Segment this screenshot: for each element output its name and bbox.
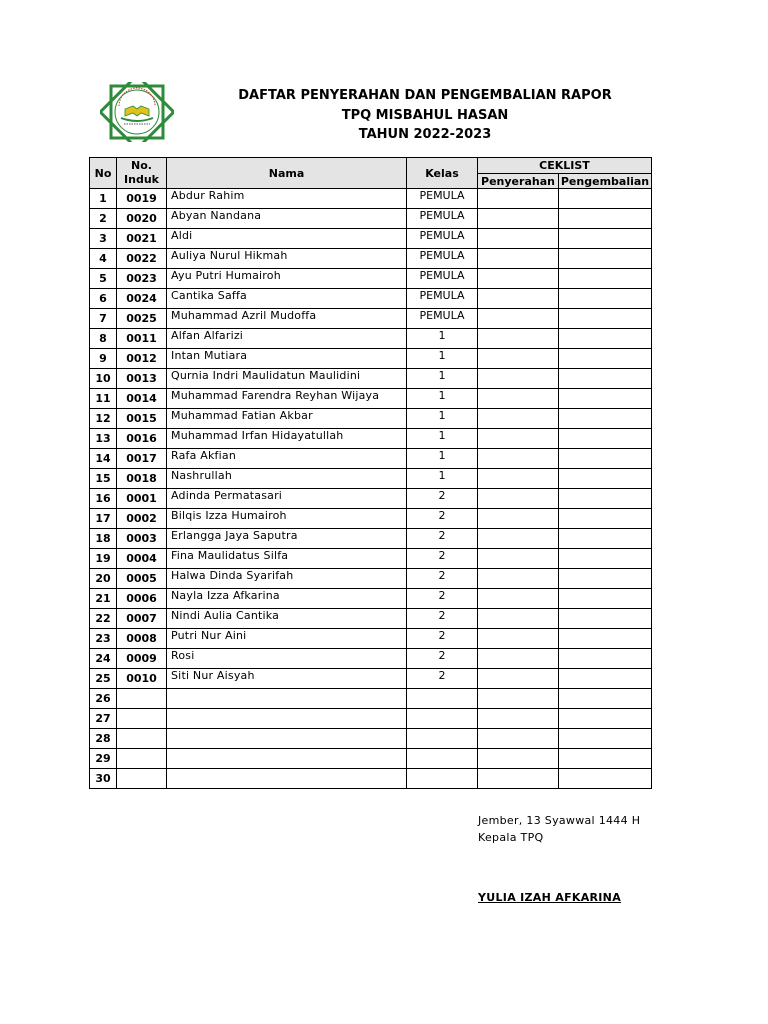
row-kelas: PEMULA: [407, 229, 478, 249]
row-no: 9: [90, 349, 117, 369]
row-kelas: 1: [407, 349, 478, 369]
title-line-1: DAFTAR PENYERAHAN DAN PENGEMBALIAN RAPOR: [238, 88, 612, 103]
table-row: [90, 669, 652, 689]
row-nama: [167, 689, 407, 709]
table-row: [90, 309, 652, 329]
row-pengembalian-check: [559, 249, 652, 269]
row-pengembalian-check: [559, 689, 652, 709]
row-nama: Bilqis Izza Humairoh: [167, 509, 407, 529]
row-penyerahan-check: [478, 349, 559, 369]
table-row: [90, 509, 652, 529]
row-no: 26: [90, 689, 117, 709]
row-pengembalian-check: [559, 289, 652, 309]
row-penyerahan-check: [478, 509, 559, 529]
signature-role: Kepala TPQ: [478, 831, 544, 844]
row-nama: Auliya Nurul Hikmah: [167, 249, 407, 269]
table-row: [90, 269, 652, 289]
row-penyerahan-check: [478, 649, 559, 669]
row-induk: 0019: [117, 189, 167, 209]
table-row: [90, 489, 652, 509]
header-nama: Nama: [167, 158, 407, 189]
row-induk: 0017: [117, 449, 167, 469]
row-kelas: 2: [407, 629, 478, 649]
row-pengembalian-check: [559, 469, 652, 489]
table-row: [90, 209, 652, 229]
row-kelas: 1: [407, 429, 478, 449]
row-kelas: [407, 709, 478, 729]
row-pengembalian-check: [559, 509, 652, 529]
row-induk: 0024: [117, 289, 167, 309]
row-no: 27: [90, 709, 117, 729]
row-induk: 0011: [117, 329, 167, 349]
row-pengembalian-check: [559, 569, 652, 589]
row-induk: [117, 769, 167, 789]
row-pengembalian-check: [559, 189, 652, 209]
table-row: [90, 189, 652, 209]
row-pengembalian-check: [559, 229, 652, 249]
row-penyerahan-check: [478, 769, 559, 789]
row-penyerahan-check: [478, 409, 559, 429]
row-nama: Aldi: [167, 229, 407, 249]
row-kelas: PEMULA: [407, 309, 478, 329]
row-penyerahan-check: [478, 609, 559, 629]
row-nama: Erlangga Jaya Saputra: [167, 529, 407, 549]
row-nama: Abyan Nandana: [167, 209, 407, 229]
table-row: [90, 649, 652, 669]
row-pengembalian-check: [559, 489, 652, 509]
row-penyerahan-check: [478, 589, 559, 609]
row-induk: 0005: [117, 569, 167, 589]
row-pengembalian-check: [559, 609, 652, 629]
row-kelas: [407, 689, 478, 709]
header-ceklist: CEKLIST: [478, 158, 652, 174]
row-kelas: 1: [407, 409, 478, 429]
row-kelas: [407, 769, 478, 789]
row-pengembalian-check: [559, 709, 652, 729]
table-row: [90, 329, 652, 349]
row-nama: Abdur Rahim: [167, 189, 407, 209]
row-no: 18: [90, 529, 117, 549]
row-nama: Fina Maulidatus Silfa: [167, 549, 407, 569]
row-induk: 0015: [117, 409, 167, 429]
row-penyerahan-check: [478, 229, 559, 249]
row-nama: Qurnia Indri Maulidatun Maulidini: [167, 369, 407, 389]
row-penyerahan-check: [478, 449, 559, 469]
row-induk: 0022: [117, 249, 167, 269]
row-penyerahan-check: [478, 389, 559, 409]
table-body: [90, 189, 652, 789]
row-induk: 0018: [117, 469, 167, 489]
row-kelas: 1: [407, 329, 478, 349]
row-induk: [117, 729, 167, 749]
row-no: 5: [90, 269, 117, 289]
row-no: 24: [90, 649, 117, 669]
row-nama: [167, 749, 407, 769]
table-row: [90, 549, 652, 569]
row-nama: Siti Nur Aisyah: [167, 669, 407, 689]
row-pengembalian-check: [559, 729, 652, 749]
row-pengembalian-check: [559, 369, 652, 389]
row-induk: 0025: [117, 309, 167, 329]
signature-place-date: Jember, 13 Syawwal 1444 H: [478, 814, 641, 827]
row-induk: 0021: [117, 229, 167, 249]
row-no: 4: [90, 249, 117, 269]
row-penyerahan-check: [478, 329, 559, 349]
row-kelas: 2: [407, 589, 478, 609]
tpq-logo: [100, 82, 174, 142]
row-pengembalian-check: [559, 749, 652, 769]
row-kelas: 1: [407, 389, 478, 409]
row-no: 10: [90, 369, 117, 389]
row-penyerahan-check: [478, 729, 559, 749]
row-induk: 0014: [117, 389, 167, 409]
row-pengembalian-check: [559, 589, 652, 609]
row-pengembalian-check: [559, 389, 652, 409]
row-penyerahan-check: [478, 629, 559, 649]
row-pengembalian-check: [559, 649, 652, 669]
row-kelas: [407, 729, 478, 749]
row-induk: 0010: [117, 669, 167, 689]
table-row: [90, 749, 652, 769]
title-line-2: TPQ MISBAHUL HASAN: [341, 107, 509, 123]
row-no: 19: [90, 549, 117, 569]
row-induk: 0012: [117, 349, 167, 369]
row-pengembalian-check: [559, 309, 652, 329]
row-nama: Alfan Alfarizi: [167, 329, 407, 349]
row-kelas: [407, 749, 478, 769]
signature-name: YULIA IZAH AFKARINA: [478, 891, 622, 904]
row-induk: 0003: [117, 529, 167, 549]
row-nama: Muhammad Irfan Hidayatullah: [167, 429, 407, 449]
table-row: [90, 589, 652, 609]
row-kelas: PEMULA: [407, 269, 478, 289]
table-row: [90, 349, 652, 369]
row-kelas: 1: [407, 369, 478, 389]
row-penyerahan-check: [478, 249, 559, 269]
header-pengembalian: Pengembalian: [559, 174, 652, 189]
row-nama: Ayu Putri Humairoh: [167, 269, 407, 289]
row-penyerahan-check: [478, 189, 559, 209]
row-pengembalian-check: [559, 429, 652, 449]
table-row: [90, 769, 652, 789]
table-row: [90, 409, 652, 429]
row-kelas: PEMULA: [407, 249, 478, 269]
row-kelas: 2: [407, 609, 478, 629]
header-induk-line2: Induk: [124, 173, 159, 186]
table-row: [90, 529, 652, 549]
row-kelas: 2: [407, 569, 478, 589]
table-row: [90, 469, 652, 489]
row-no: 13: [90, 429, 117, 449]
row-induk: 0023: [117, 269, 167, 289]
row-pengembalian-check: [559, 209, 652, 229]
row-nama: Nashrullah: [167, 469, 407, 489]
row-penyerahan-check: [478, 529, 559, 549]
row-nama: Rosi: [167, 649, 407, 669]
row-induk: [117, 689, 167, 709]
row-induk: 0007: [117, 609, 167, 629]
table-row: [90, 229, 652, 249]
row-nama: Nayla Izza Afkarina: [167, 589, 407, 609]
header-induk-line1: No.: [131, 159, 152, 172]
row-pengembalian-check: [559, 269, 652, 289]
row-induk: 0001: [117, 489, 167, 509]
row-penyerahan-check: [478, 709, 559, 729]
header-no: No: [90, 158, 117, 189]
row-penyerahan-check: [478, 669, 559, 689]
row-nama: Cantika Saffa: [167, 289, 407, 309]
row-nama: Halwa Dinda Syarifah: [167, 569, 407, 589]
table-row: [90, 729, 652, 749]
row-no: 14: [90, 449, 117, 469]
row-pengembalian-check: [559, 529, 652, 549]
table-row: [90, 249, 652, 269]
table-row: [90, 629, 652, 649]
row-no: 21: [90, 589, 117, 609]
row-no: 2: [90, 209, 117, 229]
header-kelas: Kelas: [407, 158, 478, 189]
row-nama: Putri Nur Aini: [167, 629, 407, 649]
row-kelas: 2: [407, 489, 478, 509]
row-penyerahan-check: [478, 369, 559, 389]
row-penyerahan-check: [478, 289, 559, 309]
table-row: [90, 569, 652, 589]
row-kelas: 2: [407, 669, 478, 689]
title-line-3: TAHUN 2022-2023: [358, 127, 492, 142]
row-no: 6: [90, 289, 117, 309]
row-no: 12: [90, 409, 117, 429]
row-kelas: 2: [407, 509, 478, 529]
row-no: 20: [90, 569, 117, 589]
row-nama: Adinda Permatasari: [167, 489, 407, 509]
row-penyerahan-check: [478, 749, 559, 769]
row-pengembalian-check: [559, 669, 652, 689]
table-row: [90, 449, 652, 469]
table-row: [90, 609, 652, 629]
row-pengembalian-check: [559, 629, 652, 649]
row-induk: 0020: [117, 209, 167, 229]
row-penyerahan-check: [478, 569, 559, 589]
row-nama: Muhammad Farendra Reyhan Wijaya: [167, 389, 407, 409]
row-no: 22: [90, 609, 117, 629]
row-induk: [117, 749, 167, 769]
row-induk: 0008: [117, 629, 167, 649]
row-nama: [167, 769, 407, 789]
row-no: 29: [90, 749, 117, 769]
row-induk: 0004: [117, 549, 167, 569]
row-nama: Muhammad Fatian Akbar: [167, 409, 407, 429]
row-induk: 0006: [117, 589, 167, 609]
row-no: 1: [90, 189, 117, 209]
header-induk: [117, 158, 167, 189]
row-penyerahan-check: [478, 689, 559, 709]
table-row: [90, 689, 652, 709]
row-penyerahan-check: [478, 429, 559, 449]
row-induk: 0009: [117, 649, 167, 669]
row-penyerahan-check: [478, 309, 559, 329]
row-induk: 0002: [117, 509, 167, 529]
row-pengembalian-check: [559, 329, 652, 349]
row-penyerahan-check: [478, 489, 559, 509]
row-kelas: PEMULA: [407, 189, 478, 209]
row-penyerahan-check: [478, 549, 559, 569]
row-no: 25: [90, 669, 117, 689]
row-kelas: PEMULA: [407, 209, 478, 229]
row-nama: Nindi Aulia Cantika: [167, 609, 407, 629]
row-penyerahan-check: [478, 209, 559, 229]
row-kelas: 1: [407, 449, 478, 469]
row-penyerahan-check: [478, 469, 559, 489]
table-row: [90, 389, 652, 409]
row-pengembalian-check: [559, 549, 652, 569]
document-title: [200, 86, 650, 145]
row-pengembalian-check: [559, 449, 652, 469]
row-pengembalian-check: [559, 409, 652, 429]
row-kelas: 2: [407, 649, 478, 669]
table-row: [90, 369, 652, 389]
row-kelas: 2: [407, 549, 478, 569]
row-nama: [167, 709, 407, 729]
rapor-table: [89, 157, 652, 789]
row-induk: 0013: [117, 369, 167, 389]
row-nama: Muhammad Azril Mudoffa: [167, 309, 407, 329]
table-row: [90, 289, 652, 309]
header-penyerahan: Penyerahan: [478, 174, 559, 189]
row-induk: 0016: [117, 429, 167, 449]
row-kelas: PEMULA: [407, 289, 478, 309]
row-pengembalian-check: [559, 349, 652, 369]
row-no: 16: [90, 489, 117, 509]
row-kelas: 1: [407, 469, 478, 489]
table-row: [90, 709, 652, 729]
row-no: 7: [90, 309, 117, 329]
row-penyerahan-check: [478, 269, 559, 289]
row-no: 30: [90, 769, 117, 789]
row-no: 8: [90, 329, 117, 349]
table-row: [90, 429, 652, 449]
row-no: 3: [90, 229, 117, 249]
row-no: 23: [90, 629, 117, 649]
row-induk: [117, 709, 167, 729]
row-nama: [167, 729, 407, 749]
row-no: 28: [90, 729, 117, 749]
row-no: 17: [90, 509, 117, 529]
row-kelas: 2: [407, 529, 478, 549]
row-nama: Rafa Akfian: [167, 449, 407, 469]
row-no: 15: [90, 469, 117, 489]
row-nama: Intan Mutiara: [167, 349, 407, 369]
row-no: 11: [90, 389, 117, 409]
row-pengembalian-check: [559, 769, 652, 789]
